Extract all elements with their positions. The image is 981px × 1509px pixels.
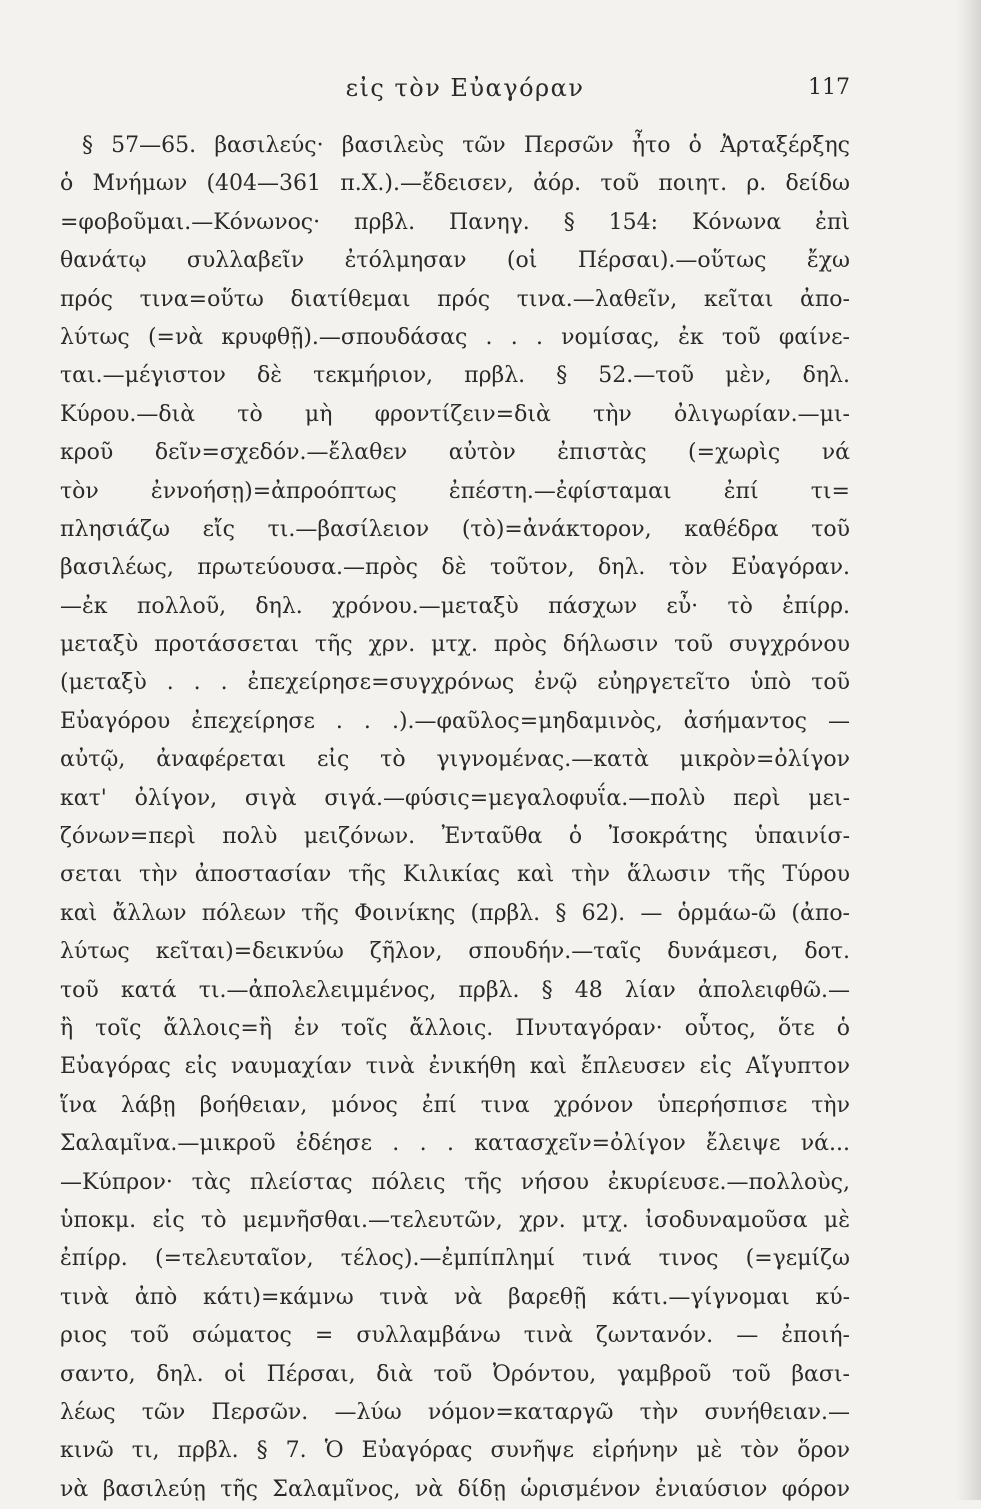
text-line: ὑποκμ. εἰς τὸ μεμνῆσθαι.—τελευτῶν, χρν. μτχ. ἰσοδυναμοῦσα μὲ (60, 1207, 850, 1233)
text-line: κατ' ὀλίγον, σιγὰ σιγά.—φύσις=μεγαλοφυΐα.—πολὺ περὶ μει- (60, 785, 850, 811)
text-line: (μεταξὺ . . . ἐπεχείρησε=συγχρόνως ἐνῷ εὐηργετεῖτο ὑπὸ τοῦ (60, 670, 850, 696)
text-line: —Κύπρον· τὰς πλείστας πόλεις τῆς νήσου ἐκυρίευσε.—πολλοὺς, (60, 1169, 850, 1195)
text-line: λύτως κεῖται)=δεικνύω ζῆλον, σπουδήν.—ταῖς δυνάμεσι, δοτ. (60, 939, 850, 965)
text-line: κροῦ δεῖν=σχεδόν.—ἔλαθεν αὐτὸν ἐπιστὰς (=χωρὶς νά (60, 440, 850, 466)
text-line: τοῦ κατά τι.—ἀπολελειμμένος, πρβλ. § 48 λίαν ἀπολειφθῶ.— (60, 977, 850, 1003)
text-line: ζόνων=περὶ πολὺ μειζόνων. Ἐνταῦθα ὁ Ἰσοκράτης ὑπαινίσ- (60, 824, 850, 850)
text-line: νὰ βασιλεύῃ τῆς Σαλαμῖνος, νὰ δίδῃ ὡρισμένον ἐνιαύσιον φόρον (60, 1476, 850, 1502)
text-line: καὶ ἄλλων πόλεων τῆς Φοινίκης (πρβλ. § 62). — ὁρμάω-ῶ (ἀπο- (60, 900, 850, 926)
text-line: =φοβοῦμαι.—Κόνωνος· πρβλ. Πανηγ. § 154: Κόνωνα ἐπὶ (60, 209, 850, 235)
text-line: λέως τῶν Περσῶν. —λύω νόμον=καταργῶ τὴν συνήθειαν.— (60, 1399, 850, 1425)
text-line: μεταξὺ προτάσσεται τῆς χρν. μτχ. πρὸς δήλωσιν τοῦ συγχρόνου (60, 632, 850, 658)
text-line: ἐπίρρ. (=τελευταῖον, τέλος).—ἐμπίπλημί τινά τινος (=γεμίζω (60, 1246, 850, 1272)
text-line: Εὐαγόρας εἰς ναυμαχίαν τινὰ ἐνικήθη καὶ ἔπλευσεν εἰς Αἴγυπτον (60, 1054, 850, 1080)
text-line: σεται τὴν ἀποστασίαν τῆς Κιλικίας καὶ τὴν ἅλωσιν τῆς Τύρου (60, 862, 850, 888)
page-number: 117 (808, 75, 850, 100)
page-header (0, 70, 981, 110)
text-line: § 57—65. βασιλεύς· βασιλεὺς τῶν Περσῶν ἦτο ὁ Ἀρταξέρξης (82, 133, 850, 158)
text-line: τινὰ ἀπὸ κάτι)=κάμνω τινὰ νὰ βαρεθῇ κάτι.—γίγνομαι κύ- (60, 1284, 850, 1310)
text-line: κινῶ τι, πρβλ. § 7. Ὁ Εὐαγόρας συνῆψε εἰρήνην μὲ τὸν ὅρον (60, 1438, 850, 1464)
text-line: βασιλέως, πρωτεύουσα.—πρὸς δὲ τοῦτον, δηλ. τὸν Εὐαγόραν. (60, 555, 850, 581)
page-edge-shadow (955, 0, 981, 1500)
text-line: ριος τοῦ σώματος = συλλαμβάνω τινὰ ζωντανόν. — ἐποιή- (60, 1323, 850, 1349)
text-line: ἵνα λάβῃ βοήθειαν, μόνος ἐπί τινα χρόνον ὑπερήσπισε τὴν (60, 1092, 850, 1118)
text-line: Εὐαγόρου ἐπεχείρησε . . .).—φαῦλος=μηδαμινὸς, ἀσήμαντος — (60, 708, 850, 734)
text-line: πρός τινα=οὕτω διατίθεμαι πρός τινα.—λαθεῖν, κεῖται ἀπο- (60, 286, 850, 312)
text-line: ὁ Μνήμων (404—361 π.Χ.).—ἔδεισεν, ἀόρ. τοῦ ποιητ. ρ. δείδω (60, 171, 850, 197)
text-line: ἢ τοῖς ἄλλοις=ἢ ἐν τοῖς ἄλλοις. Πνυταγόραν· οὗτος, ὅτε ὁ (60, 1015, 850, 1041)
text-line: —ἐκ πολλοῦ, δηλ. χρόνου.—μεταξὺ πάσχων εὖ· τὸ ἐπίρρ. (60, 593, 850, 619)
text-line: Σαλαμῖνα.—μικροῦ ἐδέησε . . . κατασχεῖν=ὀλίγον ἔλειψε νά... (60, 1131, 850, 1157)
text-line: θανάτῳ συλλαβεῖν ἐτόλμησαν (οἱ Πέρσαι).—οὕτως ἔχω (60, 248, 850, 274)
text-line: ται.—μέγιστον δὲ τεκμήριον, πρβλ. § 52.—τοῦ μὲν, δηλ. (60, 363, 850, 389)
text-line: αὐτῷ, ἀναφέρεται εἰς τὸ γιγνομένας.—κατὰ μικρὸν=ὀλίγον (60, 747, 850, 773)
text-line: τὸν ἐννοήσῃ)=ἀπροόπτως ἐπέστη.—ἐφίσταμαι ἐπί τι= (60, 478, 850, 504)
text-line: λύτως (=νὰ κρυφθῇ).—σπουδάσας . . . νομίσας, ἐκ τοῦ φαίνε- (60, 324, 850, 350)
text-line: σαντο, δηλ. οἱ Πέρσαι, διὰ τοῦ Ὀρόντου, γαμβροῦ τοῦ βασι- (60, 1361, 850, 1387)
text-line: Κύρου.—διὰ τὸ μὴ φροντίζειν=διὰ τὴν ὀλιγωρίαν.—μι- (60, 401, 850, 427)
text-line: πλησιάζω εἴς τι.—βασίλειον (τὸ)=ἀνάκτορον, καθέδρα τοῦ (60, 516, 850, 542)
running-title: εἰς τὸν Εὐαγόραν (345, 74, 585, 102)
commentary-text (60, 127, 850, 1509)
